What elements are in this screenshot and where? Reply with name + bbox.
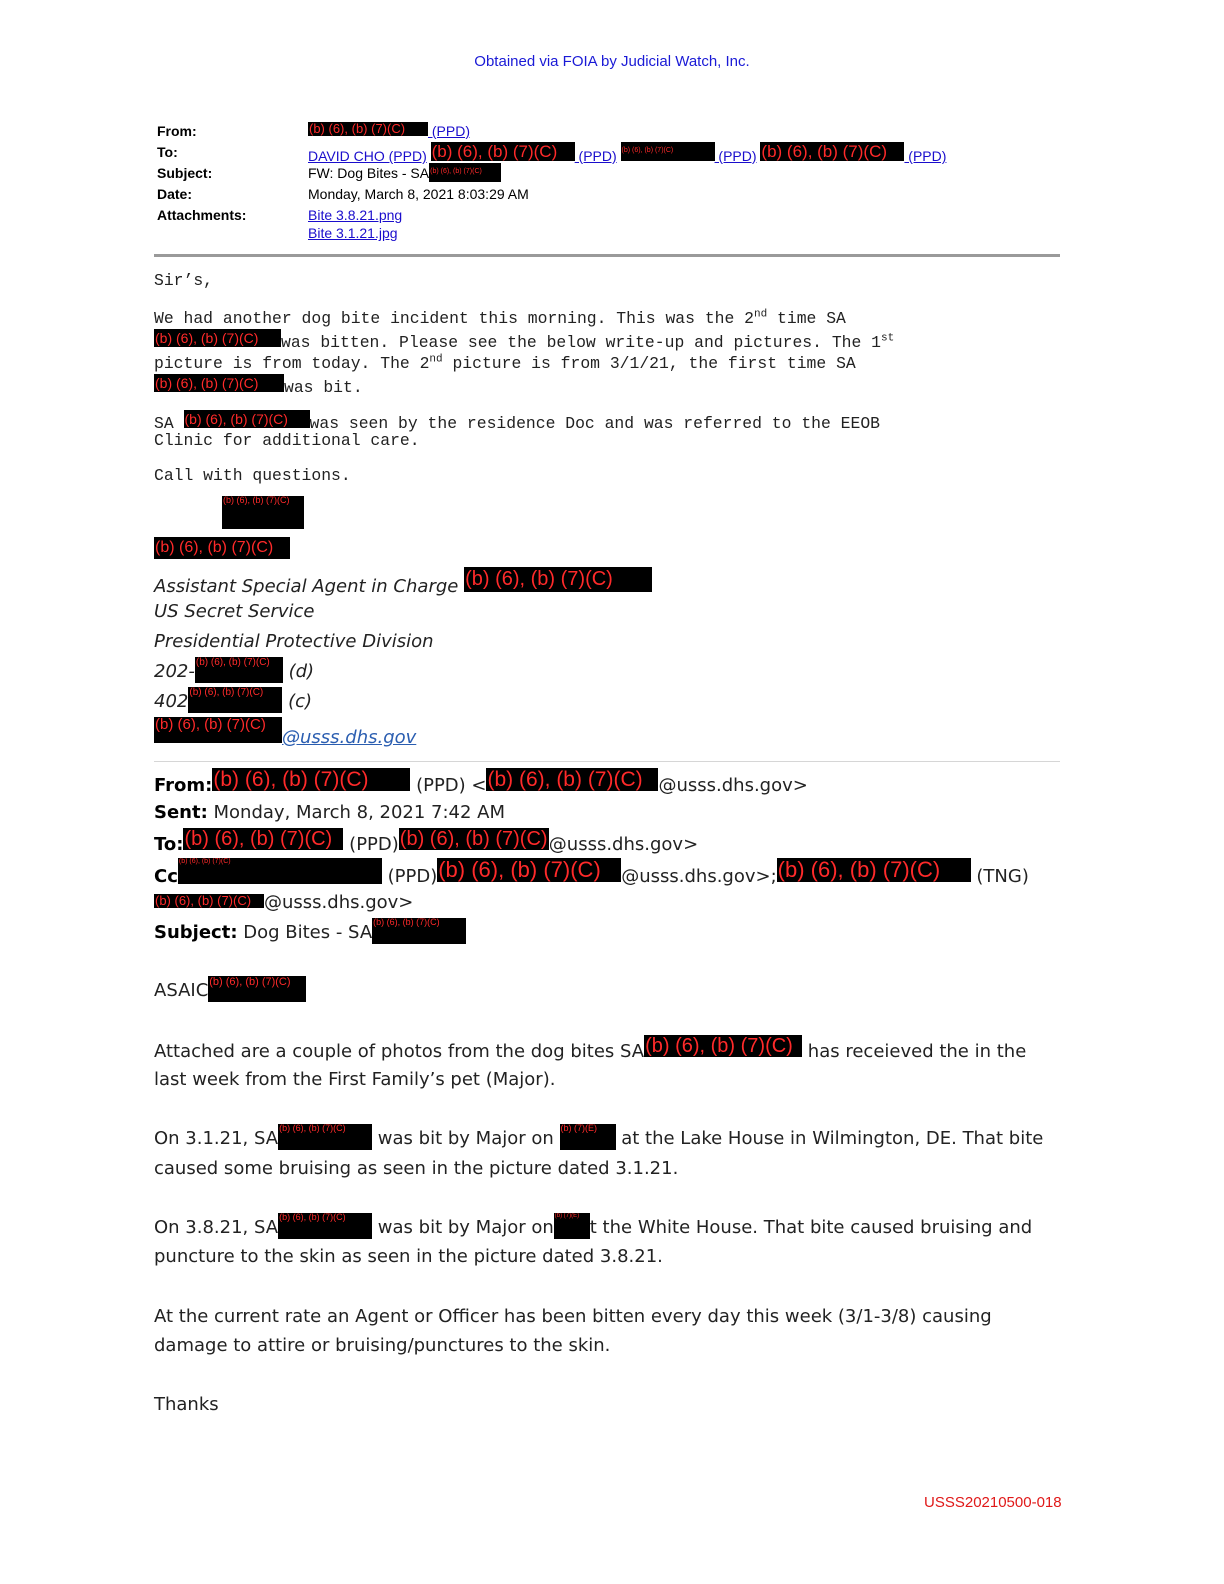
signature-title: Assistant Special Agent in Charge (b) (6), (b) (7)(C) <box>154 567 1054 597</box>
paragraph: (b) (6), (b) (7)(C) was bit. <box>155 375 363 397</box>
original-email-body <box>154 976 1064 1420</box>
paragraph: Call with questions. <box>154 466 351 485</box>
to-ppd-link[interactable]: (PPD) <box>904 148 947 164</box>
header-from-row <box>157 121 1077 142</box>
from-ppd-link[interactable]: (PPD) <box>428 123 470 139</box>
attachments-label: Attachments: <box>157 207 247 223</box>
redaction: (b) (6), (b) (7)(C) <box>437 858 621 882</box>
signature-block <box>154 496 1054 747</box>
paragraph: damage to attire or bruising/punctures to the skin. <box>154 1335 611 1357</box>
redaction: (b) (6), (b) (7)(C) <box>154 537 290 559</box>
redaction: (b) (6), (b) (7)(C) <box>188 687 282 713</box>
paragraph: At the current rate an Agent or Officer has been bitten every day this week (3/1-3/8) causing <box>154 1305 992 1327</box>
signature-division: Presidential Protective Division <box>154 631 434 652</box>
signature-name <box>154 496 1054 531</box>
document-id: USSS20210500-018 <box>924 1494 1062 1511</box>
paragraph: puncture to the skin as seen in the picture dated 3.8.21. <box>154 1246 663 1268</box>
paragraph: picture is from today. The 2nd picture is from 3/1/21, the first time SA <box>154 353 856 373</box>
redaction: (b) (6), (b) (7)(C) <box>222 496 304 529</box>
paragraph: SA (b) (6), (b) (7)(C) was seen by the residence Doc and was referred to the EEOB <box>154 411 881 433</box>
from-label: From: <box>157 123 197 139</box>
orig-sent-line: Sent: Monday, March 8, 2021 7:42 AM <box>154 802 506 823</box>
redaction: (b) (6), (b) (7)(C) <box>154 374 284 392</box>
redaction: (b) (6), (b) (7)(C) <box>278 1124 372 1150</box>
signature-org: US Secret Service <box>154 601 315 622</box>
date-label: Date: <box>157 186 193 202</box>
redaction: (b) (6), (b) (7)(C) <box>621 142 715 161</box>
closing: Thanks <box>154 1394 219 1416</box>
redaction: (b) (6), (b) (7)(C) <box>212 768 410 791</box>
redaction: (b) (7)(E) <box>554 1213 590 1239</box>
salutation: ASAIC(b) (6), (b) (7)(C) <box>154 976 1064 1006</box>
paragraph: On 3.8.21, SA(b) (6), (b) (7)(C) was bit by Major on(b) (7)(E)t the White House. That bite caused bruising and <box>154 1212 1033 1238</box>
redaction: (b) (6), (b) (7)(C) <box>208 976 306 1002</box>
orig-cc-line: Cc(b) (6), (b) (7)(C) (PPD)(b) (6), (b) (7)(C) @usss.dhs.gov>;(b) (6), (b) (7)(C) (TNG) <box>154 858 1029 888</box>
signature-phone-cell: 402(b) (6), (b) (7)(C) (c) <box>154 687 313 712</box>
redaction: (b) (6), (b) (7)(C) <box>777 858 971 882</box>
header-attachments-row <box>157 205 1077 223</box>
date-value: Monday, March 8, 2021 8:03:29 AM <box>308 186 529 202</box>
redaction: (b) (6), (b) (7)(C) <box>154 894 264 908</box>
redaction: (b) (6), (b) (7)(C) <box>195 657 283 683</box>
attachment-link[interactable]: Bite 3.1.21.jpg <box>308 225 398 241</box>
redaction: (b) (6), (b) (7)(C) <box>178 858 382 884</box>
original-email-header <box>154 768 1064 948</box>
redaction: (b) (6), (b) (7)(C) <box>760 142 904 161</box>
paragraph: Attached are a couple of photos from the dog bites SA(b) (6), (b) (7)(C) has receieved the in the <box>154 1035 1027 1063</box>
greeting: Sir’s, <box>154 271 214 290</box>
paragraph: We had another dog bite incident this morning. This was the 2nd time SA <box>154 308 846 328</box>
redaction: (b) (6), (b) (7)(C) <box>644 1035 802 1057</box>
signature-phone-desk: 202-(b) (6), (b) (7)(C) (d) <box>154 657 315 682</box>
to-label: To: <box>157 144 178 160</box>
paragraph: (b) (6), (b) (7)(C) was bitten. Please see the below write-up and pictures. The 1st <box>155 330 895 352</box>
redaction: (b) (6), (b) (7)(C) <box>486 768 658 791</box>
orig-to-line: To:(b) (6), (b) (7)(C) (PPD)(b) (6), (b) (7)(C)@usss.dhs.gov> <box>154 828 699 855</box>
paragraph: On 3.1.21, SA(b) (6), (b) (7)(C) was bit by Major on (b) (7)(E) at the Lake House in Wilmington, DE. That bite <box>154 1123 1044 1149</box>
paragraph: caused some bruising as seen in the picture dated 3.1.21. <box>154 1157 679 1179</box>
header-to-row <box>157 142 1077 163</box>
signature-name-line <box>154 537 1054 567</box>
section-divider <box>154 761 1060 762</box>
redaction: (b) (6), (b) (7)(C) <box>184 410 310 428</box>
email-link[interactable]: @usss.dhs.gov <box>282 727 417 748</box>
subject-value: FW: Dog Bites - SA <box>308 165 430 181</box>
redaction: (b) (6), (b) (7)(C) <box>464 567 652 592</box>
header-subject-row <box>157 163 1077 184</box>
redaction: (b) (6), (b) (7)(C) <box>154 329 281 347</box>
forward-body <box>154 270 1054 486</box>
redaction: (b) (6), (b) (7)(C) <box>278 1213 372 1239</box>
header-attachments-row-2 <box>157 223 1077 241</box>
header-date-row <box>157 184 1077 205</box>
to-ppd-link[interactable]: (PPD) <box>574 148 617 164</box>
paragraph: Clinic for additional care. <box>154 431 420 450</box>
orig-subject-line: Subject: Dog Bites - SA(b) (6), (b) (7)(C) <box>154 918 1064 948</box>
redaction: (b) (6), (b) (7)(C) <box>399 828 548 850</box>
to-ppd-link[interactable]: (PPD) <box>714 148 757 164</box>
redaction: (b) (6), (b) (7)(C) <box>183 828 343 850</box>
paragraph: last week from the First Family’s pet (Major). <box>154 1068 556 1090</box>
header-divider <box>154 254 1060 257</box>
subject-label: Subject: <box>157 165 213 181</box>
redaction: (b) (6), (b) (7)(C) <box>429 163 501 182</box>
redaction: (b) (6), (b) (7)(C) <box>372 918 466 944</box>
redaction: (b) (6), (b) (7)(C) <box>154 717 282 743</box>
foia-banner: Obtained via FOIA by Judicial Watch, Inc. <box>474 53 750 70</box>
signature-email <box>154 717 1054 747</box>
attachment-link[interactable]: Bite 3.8.21.png <box>308 207 403 223</box>
email-header <box>157 121 1077 241</box>
redaction: (b) (7)(E) <box>560 1124 616 1150</box>
to-recipient-link[interactable]: DAVID CHO (PPD) <box>308 148 427 164</box>
redaction: (b) (6), (b) (7)(C) <box>308 122 428 136</box>
orig-cc-line-2: (b) (6), (b) (7)(C) @usss.dhs.gov> <box>155 892 414 913</box>
redaction: (b) (6), (b) (7)(C) <box>431 142 575 161</box>
orig-from-line: From:(b) (6), (b) (7)(C) (PPD) <(b) (6), (b) (7)(C) @usss.dhs.gov> <box>154 768 808 797</box>
